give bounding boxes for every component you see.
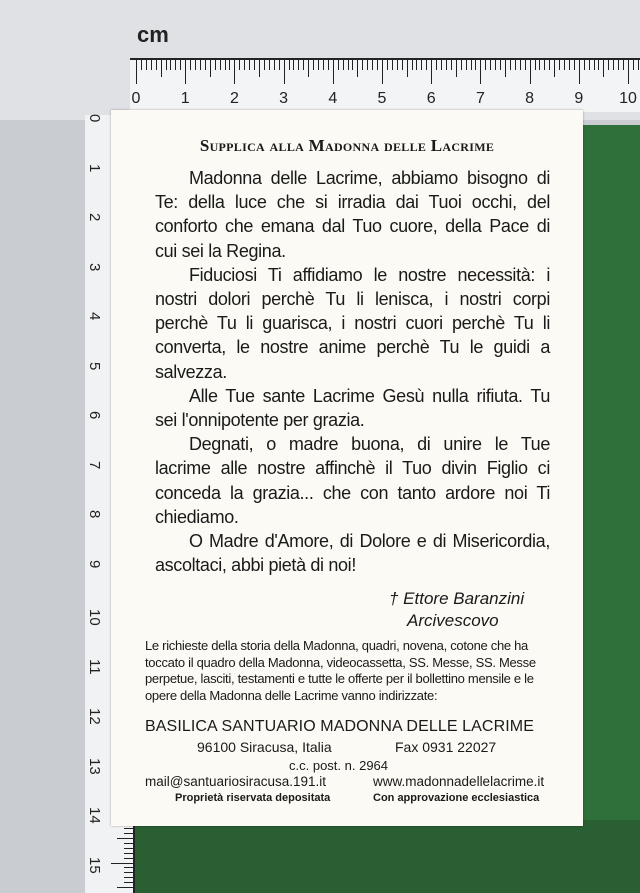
ruler-tick: [124, 882, 133, 883]
ruler-tick: [156, 60, 157, 70]
ruler-tick: [490, 60, 491, 70]
ruler-tick: [124, 833, 133, 834]
prayer-paragraph-5: O Madre d'Amore, di Dolore e di Misericordia, ascoltaci, abbi pietà di noi!: [155, 531, 550, 576]
ruler-tick: [525, 60, 526, 70]
ruler-tick: [220, 60, 221, 70]
ruler-number: 4: [86, 312, 103, 321]
ruler-tick: [175, 60, 176, 70]
ruler-tick: [471, 60, 472, 70]
ruler-tick: [421, 60, 422, 70]
ruler-number: 9: [86, 559, 103, 568]
ruler-tick: [544, 60, 545, 70]
postal-account: c.c. post. n. 2964: [289, 758, 389, 773]
ruler-tick: [456, 60, 457, 77]
ruler-tick: [382, 60, 383, 84]
ruler-tick: [466, 60, 467, 70]
ruler-tick: [352, 60, 353, 70]
ruler-tick: [124, 848, 133, 849]
ruler-tick: [515, 60, 516, 70]
ruler-tick: [338, 60, 339, 70]
ruler-number: 13: [86, 757, 103, 775]
ruler-tick: [124, 867, 133, 868]
ruler-tick: [535, 60, 536, 70]
ruler-tick: [124, 828, 133, 829]
ruler-tick: [279, 60, 280, 70]
ruler-tick: [136, 60, 137, 84]
ruler-number: 3: [279, 90, 289, 107]
property-notice: Proprietà riservata depositata: [175, 792, 331, 804]
ruler-number: 4: [328, 90, 338, 107]
info-text: Le richieste della storia della Madonna, quadri, novena, cotone che ha toccato il quadro della Madonna, videocassetta, SS. Messe, SS. Messe perpetue, lasciti, testamenti e tutte le offerte per il bollettino mensile e le opere della Madonna delle Lacrime vanno indirizzate:: [145, 638, 536, 703]
ruler-tick: [229, 60, 230, 70]
ruler-tick: [318, 60, 319, 70]
ruler-tick: [594, 60, 595, 70]
signature: [389, 588, 524, 632]
ruler-tick: [392, 60, 393, 70]
ruler-tick: [431, 60, 432, 84]
ruler-tick: [589, 60, 590, 70]
ruler-tick: [284, 60, 285, 84]
address: 96100 Siracusa, Italia: [197, 739, 332, 755]
ruler-tick: [195, 60, 196, 70]
ruler-tick: [234, 60, 235, 84]
ruler-tick: [249, 60, 250, 70]
ruler-tick: [298, 60, 299, 70]
ruler-number: 9: [574, 90, 584, 107]
ruler-tick: [274, 60, 275, 70]
ruler-tick: [608, 60, 609, 70]
ruler-tick: [623, 60, 624, 70]
ruler-tick: [146, 60, 147, 70]
ruler-tick: [520, 60, 521, 70]
ruler-tick: [436, 60, 437, 70]
ruler-tick: [225, 60, 226, 70]
prayer-paragraph-4: Degnati, o madre buona, di unire le Tue lacrime alle nostre affinchè il Tuo divin Figlio ci conceda la grazia... che con tanto ardore noi Ti chiediamo.: [155, 434, 550, 527]
ruler-tick: [451, 60, 452, 70]
ruler-number: 5: [377, 90, 387, 107]
ruler-tick: [111, 863, 133, 864]
ruler-number: 15: [86, 856, 103, 874]
ruler-tick: [170, 60, 171, 70]
ruler-tick: [289, 60, 290, 70]
ruler-tick: [124, 843, 133, 844]
ruler-number: 0: [86, 114, 103, 123]
ruler-tick: [633, 60, 634, 70]
ruler-tick: [190, 60, 191, 70]
ruler-number: 6: [86, 411, 103, 420]
ruler-tick: [475, 60, 476, 70]
top-ruler: [130, 58, 640, 112]
ruler-number: 2: [229, 90, 239, 107]
dark-green-background: [135, 820, 640, 893]
ruler-tick: [244, 60, 245, 70]
ruler-number: 7: [86, 460, 103, 469]
ruler-number: 1: [180, 90, 190, 107]
ruler-tick: [598, 60, 599, 70]
ruler-tick: [124, 872, 133, 873]
ruler-tick: [205, 60, 206, 70]
ruler-tick: [559, 60, 560, 70]
ruler-tick: [124, 858, 133, 859]
ruler-number: 8: [86, 510, 103, 519]
ruler-number: 2: [86, 213, 103, 222]
ruler-tick: [402, 60, 403, 70]
ruler-tick: [323, 60, 324, 70]
ruler-tick: [357, 60, 358, 77]
ruler-number: 11: [86, 658, 103, 675]
ruler-tick: [303, 60, 304, 70]
ruler-tick: [397, 60, 398, 70]
fax-number: Fax 0931 22027: [395, 739, 497, 755]
ruler-tick: [495, 60, 496, 70]
ruler-tick: [613, 60, 614, 70]
ruler-tick: [603, 60, 604, 77]
prayer-paragraph-2: Fiduciosi Ti affidiamo le nostre necessità: i nostri dolori perchè Tu li lenisca, i nostri corpi perchè Tu li guarisca, i nostri cuori perchè Tu li converta, le nostre anime perchè Tu le guidi a salvezza.: [155, 264, 550, 382]
ruler-tick: [510, 60, 511, 70]
ruler-number: 10: [619, 90, 637, 107]
prayer-text: [155, 166, 550, 577]
ruler-tick: [239, 60, 240, 70]
ruler-tick: [554, 60, 555, 77]
basilica-name: BASILICA SANTUARIO MADONNA DELLE LACRIME: [145, 718, 534, 735]
ruler-number: 14: [86, 807, 103, 824]
ruler-tick: [166, 60, 167, 70]
prayer-card: [111, 110, 583, 826]
ruler-tick: [367, 60, 368, 70]
ruler-tick: [348, 60, 349, 70]
ruler-tick: [117, 838, 133, 839]
ruler-tick: [210, 60, 211, 77]
ruler-tick: [441, 60, 442, 70]
ruler-unit-label: cm: [137, 22, 169, 47]
ruler-number: 1: [86, 163, 103, 172]
ruler-tick: [574, 60, 575, 70]
card-title: Supplica alla Madonna delle Lacrime: [199, 136, 495, 155]
ruler-tick: [308, 60, 309, 77]
ruler-tick: [254, 60, 255, 70]
ruler-number: 12: [86, 708, 103, 725]
ruler-tick: [579, 60, 580, 84]
ruler-tick: [480, 60, 481, 84]
prayer-paragraph-1: Madonna delle Lacrime, abbiamo bisogno di Te: della luce che si irradia dai Tuoi occhi, del conforto che emana dal Tuo cuore, della Pace di cui sei la Regina.: [155, 168, 550, 261]
website: www.madonnadellelacrime.it: [373, 774, 545, 789]
ruler-tick: [461, 60, 462, 70]
ruler-tick: [618, 60, 619, 70]
ruler-tick: [505, 60, 506, 77]
ruler-number: 6: [426, 90, 436, 107]
ruler-tick: [412, 60, 413, 70]
ruler-tick: [151, 60, 152, 70]
ruler-tick: [377, 60, 378, 70]
ruler-tick: [372, 60, 373, 70]
ruler-tick: [584, 60, 585, 70]
ruler-tick: [416, 60, 417, 70]
ruler-tick: [141, 60, 142, 70]
ruler-number: 8: [525, 90, 535, 107]
ruler-tick: [638, 60, 639, 70]
ruler-tick: [564, 60, 565, 70]
prayer-paragraph-3: Alle Tue sante Lacrime Gesù nulla rifiuta. Tu sei l'onnipotente per grazia.: [155, 385, 550, 431]
ruler-tick: [549, 60, 550, 70]
ruler-number: 7: [475, 90, 485, 107]
signature-role: Arcivescovo: [407, 611, 499, 630]
ruler-tick: [362, 60, 363, 70]
ruler-tick: [180, 60, 181, 70]
ruler-tick: [628, 60, 629, 84]
ruler-tick: [185, 60, 186, 84]
ruler-tick: [426, 60, 427, 70]
ruler-tick: [530, 60, 531, 84]
ruler-tick: [124, 853, 133, 854]
ruler-tick: [333, 60, 334, 84]
ruler-tick: [293, 60, 294, 70]
ruler-tick: [343, 60, 344, 70]
ruler-tick: [446, 60, 447, 70]
ruler-number: 3: [86, 262, 103, 271]
ruler-tick: [313, 60, 314, 70]
ruler-tick: [539, 60, 540, 70]
ruler-number: 0: [131, 90, 141, 107]
ruler-tick: [407, 60, 408, 77]
ruler-tick: [215, 60, 216, 70]
ruler-tick: [269, 60, 270, 70]
approval-notice: Con approvazione ecclesiastica: [373, 792, 540, 804]
ruler-tick: [259, 60, 260, 77]
ruler-tick: [161, 60, 162, 77]
signature-name: † Ettore Baranzini: [389, 589, 525, 608]
ruler-tick: [124, 877, 133, 878]
ruler-tick: [387, 60, 388, 70]
ruler-tick: [117, 887, 133, 888]
ruler-tick: [264, 60, 265, 70]
ruler-tick: [200, 60, 201, 70]
ruler-tick: [485, 60, 486, 70]
ruler-number: 10: [86, 609, 103, 626]
ruler-tick: [569, 60, 570, 70]
email: mail@santuariosiracusa.191.it: [145, 774, 327, 789]
ruler-tick: [328, 60, 329, 70]
ruler-tick: [500, 60, 501, 70]
ruler-number: 5: [86, 361, 103, 370]
